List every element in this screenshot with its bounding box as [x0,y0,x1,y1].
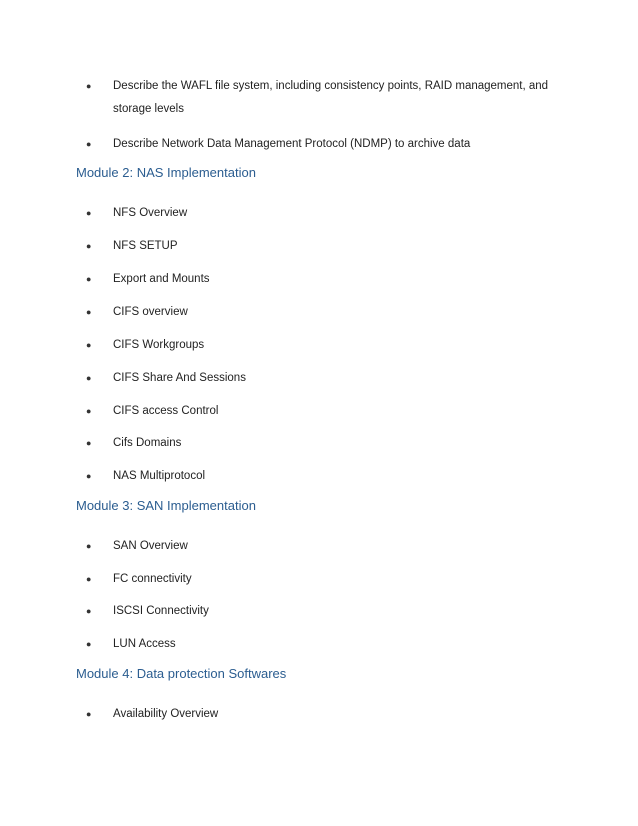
bullet-icon: ● [86,406,92,416]
bullet-icon: ● [86,639,92,649]
list-item-text: Availability Overview [113,708,219,720]
list-item-text: Describe the WAFL file system, including consistency points, RAID management, and [113,80,549,92]
list-item-text: CIFS access Control [113,405,219,417]
section-heading-module-3: Module 3: SAN Implementation [76,498,256,513]
list-item-text: CIFS Share And Sessions [113,372,246,384]
list-item-text: CIFS overview [113,306,188,318]
list-item-text: ISCSI Connectivity [113,605,209,617]
list-item-text: Describe Network Data Management Protocol (NDMP) to archive data [113,138,471,150]
section-heading-module-4: Module 4: Data protection Softwares [76,666,287,681]
bullet-icon: ● [86,373,92,383]
bullet-icon: ● [86,606,92,616]
bullet-icon: ● [86,208,92,218]
bullet-icon: ● [86,139,92,149]
list-item-text: NFS Overview [113,207,188,219]
bullet-icon: ● [86,541,92,551]
list-item-text: SAN Overview [113,540,188,552]
bullet-icon: ● [86,438,92,448]
bullet-icon: ● [86,340,92,350]
bullet-icon: ● [86,81,92,91]
bullet-icon: ● [86,574,92,584]
list-item-text: CIFS Workgroups [113,339,205,351]
list-item-text: Cifs Domains [113,437,182,449]
list-item-text: storage levels [113,103,184,115]
section-heading-module-2: Module 2: NAS Implementation [76,165,256,180]
bullet-icon: ● [86,471,92,481]
list-item-text: NAS Multiprotocol [113,470,206,482]
list-item-text: FC connectivity [113,573,192,585]
list-item-text: Export and Mounts [113,273,210,285]
bullet-icon: ● [86,307,92,317]
bullet-icon: ● [86,241,92,251]
bullet-icon: ● [86,274,92,284]
bullet-icon: ● [86,709,92,719]
list-item-text: LUN Access [113,638,176,650]
list-item-text: NFS SETUP [113,240,178,252]
